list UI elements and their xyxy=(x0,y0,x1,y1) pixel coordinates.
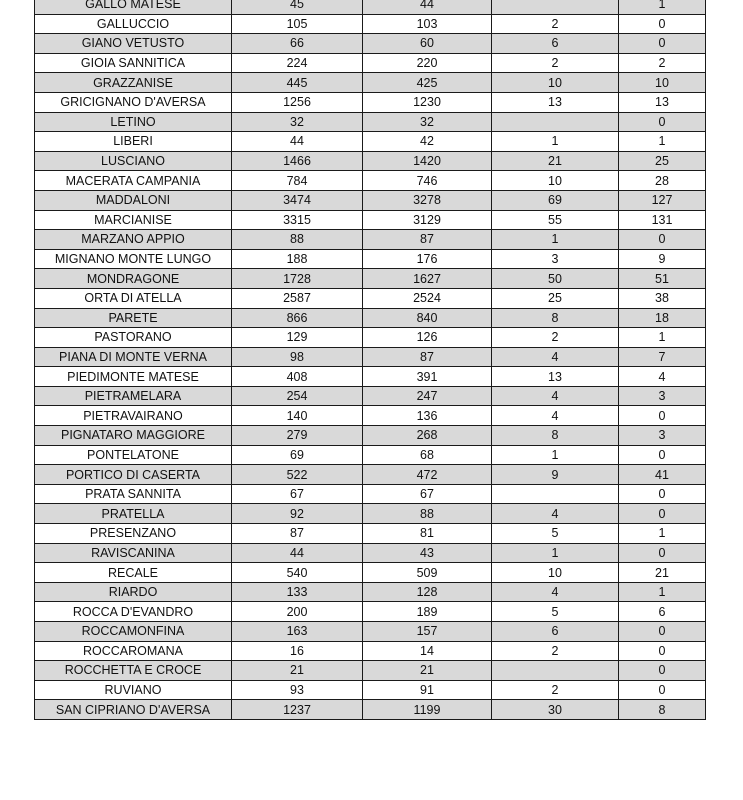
value-column-1-cell: 540 xyxy=(232,563,363,583)
value-column-3-cell: 10 xyxy=(492,171,619,191)
value-column-1-cell: 67 xyxy=(232,484,363,504)
value-column-4-cell: 1 xyxy=(619,328,706,348)
value-column-4-cell: 127 xyxy=(619,190,706,210)
municipality-name-cell: MADDALONI xyxy=(35,190,232,210)
municipality-name-cell: PRESENZANO xyxy=(35,524,232,544)
value-column-2-cell: 1199 xyxy=(363,700,492,720)
value-column-4-cell: 0 xyxy=(619,641,706,661)
municipality-name-cell: PARETE xyxy=(35,308,232,328)
table-row xyxy=(35,308,706,328)
value-column-3-cell xyxy=(492,0,619,14)
municipality-name-cell: GRAZZANISE xyxy=(35,73,232,93)
municipality-name-cell: GIANO VETUSTO xyxy=(35,34,232,54)
value-column-3-cell: 4 xyxy=(492,406,619,426)
value-column-2-cell: 128 xyxy=(363,582,492,602)
value-column-4-cell: 1 xyxy=(619,524,706,544)
table-row xyxy=(35,210,706,230)
value-column-3-cell: 9 xyxy=(492,465,619,485)
table-row xyxy=(35,132,706,152)
municipality-name-cell: PIETRAVAIRANO xyxy=(35,406,232,426)
value-column-1-cell: 163 xyxy=(232,622,363,642)
value-column-3-cell: 55 xyxy=(492,210,619,230)
value-column-3-cell xyxy=(492,661,619,681)
municipality-name-cell: PORTICO DI CASERTA xyxy=(35,465,232,485)
value-column-1-cell: 98 xyxy=(232,347,363,367)
value-column-1-cell: 1466 xyxy=(232,151,363,171)
value-column-3-cell xyxy=(492,484,619,504)
municipality-name-cell: RAVISCANINA xyxy=(35,543,232,563)
table-row xyxy=(35,406,706,426)
municipality-table-container xyxy=(34,0,706,720)
value-column-2-cell: 509 xyxy=(363,563,492,583)
value-column-2-cell: 68 xyxy=(363,445,492,465)
municipality-name-cell: RUVIANO xyxy=(35,680,232,700)
value-column-4-cell: 3 xyxy=(619,386,706,406)
municipality-name-cell: ORTA DI ATELLA xyxy=(35,288,232,308)
value-column-1-cell: 105 xyxy=(232,14,363,34)
value-column-2-cell: 43 xyxy=(363,543,492,563)
table-row xyxy=(35,34,706,54)
value-column-1-cell: 200 xyxy=(232,602,363,622)
municipality-name-cell: GALLO MATESE xyxy=(35,0,232,14)
value-column-2-cell: 391 xyxy=(363,367,492,387)
value-column-1-cell: 87 xyxy=(232,524,363,544)
value-column-1-cell: 69 xyxy=(232,445,363,465)
value-column-2-cell: 3278 xyxy=(363,190,492,210)
value-column-1-cell: 93 xyxy=(232,680,363,700)
municipality-name-cell: RIARDO xyxy=(35,582,232,602)
table-row xyxy=(35,0,706,14)
value-column-3-cell: 6 xyxy=(492,34,619,54)
table-row xyxy=(35,249,706,269)
table-row xyxy=(35,328,706,348)
value-column-2-cell: 157 xyxy=(363,622,492,642)
value-column-2-cell: 840 xyxy=(363,308,492,328)
municipality-name-cell: PRATA SANNITA xyxy=(35,484,232,504)
municipality-name-cell: LIBERI xyxy=(35,132,232,152)
value-column-4-cell: 41 xyxy=(619,465,706,485)
value-column-3-cell: 21 xyxy=(492,151,619,171)
value-column-3-cell: 10 xyxy=(492,73,619,93)
value-column-1-cell: 224 xyxy=(232,53,363,73)
value-column-1-cell: 32 xyxy=(232,112,363,132)
value-column-1-cell: 866 xyxy=(232,308,363,328)
value-column-3-cell: 2 xyxy=(492,53,619,73)
value-column-1-cell: 2587 xyxy=(232,288,363,308)
table-body xyxy=(35,0,706,719)
municipality-name-cell: ROCCA D'EVANDRO xyxy=(35,602,232,622)
value-column-4-cell: 6 xyxy=(619,602,706,622)
table-row xyxy=(35,504,706,524)
value-column-4-cell: 4 xyxy=(619,367,706,387)
value-column-2-cell: 176 xyxy=(363,249,492,269)
value-column-1-cell: 522 xyxy=(232,465,363,485)
value-column-4-cell: 0 xyxy=(619,406,706,426)
value-column-2-cell: 126 xyxy=(363,328,492,348)
municipality-name-cell: MARZANO APPIO xyxy=(35,230,232,250)
municipality-name-cell: LETINO xyxy=(35,112,232,132)
value-column-3-cell: 8 xyxy=(492,308,619,328)
value-column-2-cell: 21 xyxy=(363,661,492,681)
value-column-4-cell: 0 xyxy=(619,112,706,132)
value-column-2-cell: 1627 xyxy=(363,269,492,289)
value-column-2-cell: 87 xyxy=(363,230,492,250)
table-row xyxy=(35,602,706,622)
value-column-4-cell: 38 xyxy=(619,288,706,308)
value-column-4-cell: 51 xyxy=(619,269,706,289)
value-column-3-cell: 13 xyxy=(492,92,619,112)
value-column-4-cell: 1 xyxy=(619,582,706,602)
value-column-1-cell: 92 xyxy=(232,504,363,524)
table-row xyxy=(35,288,706,308)
value-column-2-cell: 60 xyxy=(363,34,492,54)
value-column-4-cell: 0 xyxy=(619,34,706,54)
value-column-2-cell: 103 xyxy=(363,14,492,34)
municipality-name-cell: SAN CIPRIANO D'AVERSA xyxy=(35,700,232,720)
value-column-4-cell: 21 xyxy=(619,563,706,583)
value-column-4-cell: 9 xyxy=(619,249,706,269)
municipality-name-cell: MARCIANISE xyxy=(35,210,232,230)
value-column-3-cell: 1 xyxy=(492,230,619,250)
value-column-4-cell: 7 xyxy=(619,347,706,367)
table-row xyxy=(35,14,706,34)
value-column-4-cell: 0 xyxy=(619,543,706,563)
value-column-2-cell: 32 xyxy=(363,112,492,132)
value-column-3-cell: 1 xyxy=(492,445,619,465)
value-column-3-cell: 13 xyxy=(492,367,619,387)
municipality-name-cell: ROCCAROMANA xyxy=(35,641,232,661)
value-column-4-cell: 2 xyxy=(619,53,706,73)
value-column-2-cell: 3129 xyxy=(363,210,492,230)
table-row xyxy=(35,151,706,171)
table-row xyxy=(35,73,706,93)
value-column-2-cell: 136 xyxy=(363,406,492,426)
table-row xyxy=(35,190,706,210)
table-row xyxy=(35,426,706,446)
municipality-name-cell: PIGNATARO MAGGIORE xyxy=(35,426,232,446)
municipality-name-cell: ROCCHETTA E CROCE xyxy=(35,661,232,681)
value-column-1-cell: 44 xyxy=(232,543,363,563)
value-column-2-cell: 67 xyxy=(363,484,492,504)
value-column-2-cell: 2524 xyxy=(363,288,492,308)
municipality-name-cell: PRATELLA xyxy=(35,504,232,524)
value-column-4-cell: 25 xyxy=(619,151,706,171)
municipality-name-cell: MONDRAGONE xyxy=(35,269,232,289)
value-column-2-cell: 189 xyxy=(363,602,492,622)
value-column-3-cell: 4 xyxy=(492,386,619,406)
value-column-2-cell: 425 xyxy=(363,73,492,93)
value-column-4-cell: 131 xyxy=(619,210,706,230)
value-column-1-cell: 140 xyxy=(232,406,363,426)
value-column-2-cell: 14 xyxy=(363,641,492,661)
value-column-1-cell: 133 xyxy=(232,582,363,602)
value-column-3-cell: 50 xyxy=(492,269,619,289)
value-column-1-cell: 21 xyxy=(232,661,363,681)
value-column-3-cell: 30 xyxy=(492,700,619,720)
value-column-4-cell: 0 xyxy=(619,445,706,465)
value-column-3-cell: 2 xyxy=(492,14,619,34)
value-column-2-cell: 42 xyxy=(363,132,492,152)
table-row xyxy=(35,53,706,73)
municipality-name-cell: GALLUCCIO xyxy=(35,14,232,34)
municipality-name-cell: LUSCIANO xyxy=(35,151,232,171)
value-column-2-cell: 1230 xyxy=(363,92,492,112)
value-column-1-cell: 88 xyxy=(232,230,363,250)
value-column-1-cell: 3474 xyxy=(232,190,363,210)
value-column-2-cell: 472 xyxy=(363,465,492,485)
municipality-name-cell: ROCCAMONFINA xyxy=(35,622,232,642)
table-row xyxy=(35,92,706,112)
value-column-1-cell: 3315 xyxy=(232,210,363,230)
municipality-name-cell: GRICIGNANO D'AVERSA xyxy=(35,92,232,112)
value-column-4-cell: 0 xyxy=(619,484,706,504)
value-column-1-cell: 254 xyxy=(232,386,363,406)
value-column-4-cell: 0 xyxy=(619,622,706,642)
value-column-4-cell: 28 xyxy=(619,171,706,191)
value-column-4-cell: 10 xyxy=(619,73,706,93)
table-row xyxy=(35,445,706,465)
value-column-2-cell: 247 xyxy=(363,386,492,406)
value-column-1-cell: 1237 xyxy=(232,700,363,720)
value-column-4-cell: 0 xyxy=(619,680,706,700)
table-row xyxy=(35,386,706,406)
value-column-3-cell: 4 xyxy=(492,582,619,602)
municipality-name-cell: PIETRAMELARA xyxy=(35,386,232,406)
value-column-3-cell: 25 xyxy=(492,288,619,308)
municipality-name-cell: PASTORANO xyxy=(35,328,232,348)
value-column-3-cell: 4 xyxy=(492,347,619,367)
value-column-3-cell: 2 xyxy=(492,641,619,661)
table-row xyxy=(35,641,706,661)
municipality-name-cell: MACERATA CAMPANIA xyxy=(35,171,232,191)
value-column-3-cell: 3 xyxy=(492,249,619,269)
table-row xyxy=(35,582,706,602)
table-row xyxy=(35,171,706,191)
table-row xyxy=(35,543,706,563)
value-column-3-cell: 1 xyxy=(492,543,619,563)
municipality-name-cell: PIANA DI MONTE VERNA xyxy=(35,347,232,367)
value-column-4-cell: 8 xyxy=(619,700,706,720)
value-column-1-cell: 44 xyxy=(232,132,363,152)
value-column-1-cell: 279 xyxy=(232,426,363,446)
value-column-1-cell: 1728 xyxy=(232,269,363,289)
value-column-4-cell: 0 xyxy=(619,230,706,250)
value-column-2-cell: 91 xyxy=(363,680,492,700)
value-column-3-cell xyxy=(492,112,619,132)
value-column-3-cell: 5 xyxy=(492,524,619,544)
value-column-3-cell: 69 xyxy=(492,190,619,210)
value-column-1-cell: 16 xyxy=(232,641,363,661)
value-column-1-cell: 129 xyxy=(232,328,363,348)
table-row xyxy=(35,465,706,485)
value-column-4-cell: 0 xyxy=(619,504,706,524)
table-row xyxy=(35,367,706,387)
value-column-1-cell: 66 xyxy=(232,34,363,54)
value-column-2-cell: 81 xyxy=(363,524,492,544)
municipality-name-cell: GIOIA SANNITICA xyxy=(35,53,232,73)
value-column-2-cell: 44 xyxy=(363,0,492,14)
value-column-2-cell: 88 xyxy=(363,504,492,524)
value-column-4-cell: 0 xyxy=(619,661,706,681)
table-row xyxy=(35,347,706,367)
value-column-4-cell: 0 xyxy=(619,14,706,34)
value-column-3-cell: 10 xyxy=(492,563,619,583)
value-column-1-cell: 45 xyxy=(232,0,363,14)
value-column-3-cell: 4 xyxy=(492,504,619,524)
value-column-4-cell: 1 xyxy=(619,132,706,152)
value-column-2-cell: 268 xyxy=(363,426,492,446)
table-row xyxy=(35,680,706,700)
table-row xyxy=(35,563,706,583)
value-column-2-cell: 220 xyxy=(363,53,492,73)
value-column-1-cell: 1256 xyxy=(232,92,363,112)
value-column-4-cell: 18 xyxy=(619,308,706,328)
value-column-3-cell: 5 xyxy=(492,602,619,622)
municipality-name-cell: PIEDIMONTE MATESE xyxy=(35,367,232,387)
table-row xyxy=(35,622,706,642)
value-column-2-cell: 746 xyxy=(363,171,492,191)
table-row xyxy=(35,112,706,132)
table-row xyxy=(35,700,706,720)
municipality-name-cell: MIGNANO MONTE LUNGO xyxy=(35,249,232,269)
value-column-1-cell: 784 xyxy=(232,171,363,191)
value-column-1-cell: 188 xyxy=(232,249,363,269)
value-column-3-cell: 2 xyxy=(492,328,619,348)
municipality-name-cell: PONTELATONE xyxy=(35,445,232,465)
value-column-3-cell: 8 xyxy=(492,426,619,446)
value-column-2-cell: 87 xyxy=(363,347,492,367)
table-row xyxy=(35,230,706,250)
municipality-data-table xyxy=(34,0,706,720)
value-column-4-cell: 13 xyxy=(619,92,706,112)
value-column-1-cell: 445 xyxy=(232,73,363,93)
table-row xyxy=(35,661,706,681)
value-column-4-cell: 1 xyxy=(619,0,706,14)
municipality-name-cell: RECALE xyxy=(35,563,232,583)
table-row xyxy=(35,484,706,504)
value-column-1-cell: 408 xyxy=(232,367,363,387)
value-column-4-cell: 3 xyxy=(619,426,706,446)
table-row xyxy=(35,269,706,289)
value-column-3-cell: 6 xyxy=(492,622,619,642)
table-row xyxy=(35,524,706,544)
value-column-2-cell: 1420 xyxy=(363,151,492,171)
value-column-3-cell: 2 xyxy=(492,680,619,700)
value-column-3-cell: 1 xyxy=(492,132,619,152)
